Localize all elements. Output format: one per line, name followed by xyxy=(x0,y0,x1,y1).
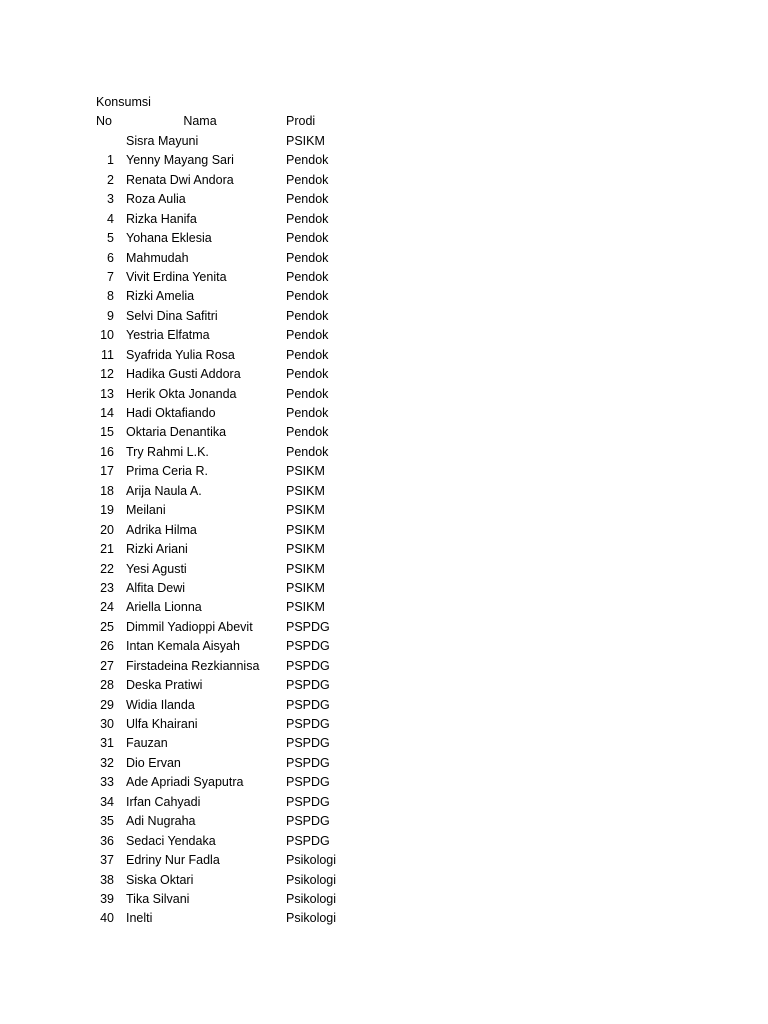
row-prodi: Pendok xyxy=(286,328,329,343)
row-prodi: PSIKM xyxy=(286,483,325,498)
row-number: 13 xyxy=(100,386,114,401)
row-nama: Rizka Hanifa xyxy=(126,211,197,226)
row-number: 40 xyxy=(100,911,114,926)
row-nama: Intan Kemala Aisyah xyxy=(126,639,240,654)
table-row xyxy=(0,307,768,326)
row-number: 16 xyxy=(100,444,114,459)
row-prodi: PSPDG xyxy=(286,619,330,634)
row-number: 33 xyxy=(100,775,114,790)
row-number: 21 xyxy=(100,542,114,557)
row-number: 11 xyxy=(101,347,114,362)
row-nama: Dio Ervan xyxy=(126,755,181,770)
row-number: 25 xyxy=(100,619,114,634)
konsumsi-sheet xyxy=(0,93,768,929)
row-nama: Inelti xyxy=(126,911,153,926)
row-prodi: Pendok xyxy=(286,192,329,207)
table-row xyxy=(0,890,768,909)
row-prodi: Pendok xyxy=(286,386,329,401)
table-row xyxy=(0,482,768,501)
table-row xyxy=(0,793,768,812)
participant-list xyxy=(0,132,768,929)
row-number: 6 xyxy=(107,250,114,265)
sheet-title: Konsumsi xyxy=(96,95,151,109)
row-number: 18 xyxy=(100,483,114,498)
table-row xyxy=(0,734,768,753)
table-row xyxy=(0,618,768,637)
row-nama: Try Rahmi L.K. xyxy=(126,444,209,459)
row-number: 8 xyxy=(107,289,114,304)
row-nama: Dimmil Yadioppi Abevit xyxy=(126,619,253,634)
row-prodi: Pendok xyxy=(286,231,329,246)
row-nama: Deska Pratiwi xyxy=(126,678,203,693)
row-nama: Syafrida Yulia Rosa xyxy=(126,347,235,362)
row-prodi: PSIKM xyxy=(286,561,325,576)
row-number: 29 xyxy=(100,697,114,712)
row-prodi: PSIKM xyxy=(286,600,325,615)
table-row xyxy=(0,151,768,170)
table-row xyxy=(0,249,768,268)
table-row xyxy=(0,268,768,287)
row-number: 4 xyxy=(107,211,114,226)
table-row xyxy=(0,715,768,734)
table-row xyxy=(0,754,768,773)
table-row xyxy=(0,365,768,384)
row-prodi: Pendok xyxy=(286,444,329,459)
table-row xyxy=(0,229,768,248)
row-number: 37 xyxy=(100,853,114,868)
row-nama: Meilani xyxy=(126,503,166,518)
row-prodi: PSPDG xyxy=(286,639,330,654)
header-nama: Nama xyxy=(183,114,217,129)
row-prodi: PSPDG xyxy=(286,755,330,770)
row-number: 38 xyxy=(100,872,114,887)
table-row xyxy=(0,385,768,404)
table-row xyxy=(0,598,768,617)
row-number: 9 xyxy=(107,308,114,323)
row-number: 39 xyxy=(100,891,114,906)
table-row xyxy=(0,404,768,423)
row-nama: Yohana Eklesia xyxy=(126,231,212,246)
row-number: 23 xyxy=(100,580,114,595)
table-row xyxy=(0,423,768,442)
row-nama: Adi Nugraha xyxy=(126,814,196,829)
row-prodi: Psikologi xyxy=(286,853,337,868)
row-nama: Mahmudah xyxy=(126,250,189,265)
row-prodi: Pendok xyxy=(286,308,329,323)
table-row xyxy=(0,773,768,792)
row-number: 12 xyxy=(100,367,114,382)
row-prodi: PSPDG xyxy=(286,697,330,712)
table-row xyxy=(0,210,768,229)
row-number: 10 xyxy=(100,328,114,343)
row-number: 26 xyxy=(100,639,114,654)
row-prodi: PSPDG xyxy=(286,658,330,673)
row-prodi: PSPDG xyxy=(286,736,330,751)
table-row xyxy=(0,540,768,559)
row-prodi: Pendok xyxy=(286,347,329,362)
row-number: 17 xyxy=(100,464,114,479)
table-row xyxy=(0,676,768,695)
table-row xyxy=(0,132,768,151)
table-row xyxy=(0,851,768,870)
table-row xyxy=(0,190,768,209)
sheet-title-row xyxy=(0,93,768,112)
table-row xyxy=(0,579,768,598)
row-number: 14 xyxy=(100,406,114,420)
row-number: 34 xyxy=(100,794,114,809)
row-number: 24 xyxy=(100,600,114,615)
table-row xyxy=(0,909,768,928)
row-nama: Widia Ilanda xyxy=(126,697,195,712)
row-number: 20 xyxy=(100,522,114,537)
row-number: 3 xyxy=(107,192,114,207)
row-prodi: PSPDG xyxy=(286,814,330,829)
row-nama: Yestria Elfatma xyxy=(126,328,210,343)
header-row xyxy=(0,112,768,131)
row-number: 30 xyxy=(100,717,114,731)
row-prodi: Pendok xyxy=(286,406,329,420)
row-number: 31 xyxy=(100,736,114,751)
row-number: 19 xyxy=(100,503,114,518)
row-prodi: Pendok xyxy=(286,367,329,382)
row-prodi: PSIKM xyxy=(286,503,325,518)
row-number: 32 xyxy=(100,755,114,770)
row-prodi: PSIKM xyxy=(286,133,325,148)
row-prodi: Pendok xyxy=(286,172,329,187)
table-row xyxy=(0,171,768,190)
row-nama: Tika Silvani xyxy=(126,891,190,906)
row-nama: Alfita Dewi xyxy=(126,580,186,595)
row-number: 15 xyxy=(100,425,114,440)
table-row xyxy=(0,832,768,851)
row-prodi: PSPDG xyxy=(286,717,330,731)
table-row xyxy=(0,696,768,715)
table-row xyxy=(0,443,768,462)
row-nama: Herik Okta Jonanda xyxy=(126,386,237,401)
row-nama: Siska Oktari xyxy=(126,872,194,887)
row-number: 36 xyxy=(100,833,114,848)
row-nama: Ariella Lionna xyxy=(126,600,202,615)
row-prodi: Psikologi xyxy=(286,872,337,887)
row-nama: Selvi Dina Safitri xyxy=(126,308,218,323)
row-prodi: PSIKM xyxy=(286,464,325,479)
row-number: 35 xyxy=(100,814,114,829)
table-row xyxy=(0,462,768,481)
row-prodi: Pendok xyxy=(286,269,329,284)
row-number: 28 xyxy=(100,678,114,693)
row-prodi: Pendok xyxy=(286,425,329,440)
table-row xyxy=(0,346,768,365)
row-nama: Sedaci Yendaka xyxy=(126,833,216,848)
row-number: 27 xyxy=(100,658,114,673)
row-nama: Adrika Hilma xyxy=(126,522,197,537)
row-nama: Fauzan xyxy=(126,736,168,751)
table-row xyxy=(0,637,768,656)
table-row xyxy=(0,657,768,676)
row-nama: Edriny Nur Fadla xyxy=(126,853,220,868)
table-row xyxy=(0,521,768,540)
row-nama: Roza Aulia xyxy=(126,192,186,207)
row-nama: Sisra Mayuni xyxy=(126,133,199,148)
row-prodi: Pendok xyxy=(286,211,329,226)
row-nama: Ade Apriadi Syaputra xyxy=(126,775,244,790)
table-row xyxy=(0,560,768,579)
table-row xyxy=(0,287,768,306)
row-nama: Prima Ceria R. xyxy=(126,464,208,479)
row-prodi: Psikologi xyxy=(286,891,337,906)
table-row xyxy=(0,326,768,345)
row-prodi: PSPDG xyxy=(286,794,330,809)
row-nama: Arija Naula A. xyxy=(126,483,202,498)
row-prodi: Pendok xyxy=(286,250,329,265)
row-prodi: PSPDG xyxy=(286,775,330,790)
row-nama: Ulfa Khairani xyxy=(126,717,198,731)
row-nama: Oktaria Denantika xyxy=(126,425,227,440)
row-nama: Hadika Gusti Addora xyxy=(126,367,241,382)
header-no: No xyxy=(96,114,112,129)
row-prodi: PSPDG xyxy=(286,678,330,693)
row-number: 7 xyxy=(107,269,114,284)
row-nama: Rizki Ariani xyxy=(126,542,188,557)
row-nama: Renata Dwi Andora xyxy=(126,172,234,187)
row-nama: Yesi Agusti xyxy=(126,561,187,576)
row-prodi: PSIKM xyxy=(286,580,325,595)
row-prodi: PSPDG xyxy=(286,833,330,848)
row-number: 5 xyxy=(107,231,114,246)
row-prodi: Pendok xyxy=(286,153,329,168)
row-nama: Vivit Erdina Yenita xyxy=(126,269,227,284)
header-prodi: Prodi xyxy=(286,114,316,129)
row-nama: Hadi Oktafiando xyxy=(126,406,216,420)
row-prodi: Pendok xyxy=(286,289,329,304)
row-number: 22 xyxy=(100,561,114,576)
row-prodi: PSIKM xyxy=(286,522,325,537)
row-nama: Irfan Cahyadi xyxy=(126,794,201,809)
row-nama: Rizki Amelia xyxy=(126,289,195,304)
table-row xyxy=(0,871,768,890)
row-number: 2 xyxy=(107,172,114,187)
table-row xyxy=(0,812,768,831)
row-number: 1 xyxy=(107,153,114,168)
table-row xyxy=(0,501,768,520)
row-prodi: Psikologi xyxy=(286,911,337,926)
row-nama: Firstadeina Rezkiannisa xyxy=(126,658,260,673)
row-nama: Yenny Mayang Sari xyxy=(126,153,234,168)
row-prodi: PSIKM xyxy=(286,542,325,557)
